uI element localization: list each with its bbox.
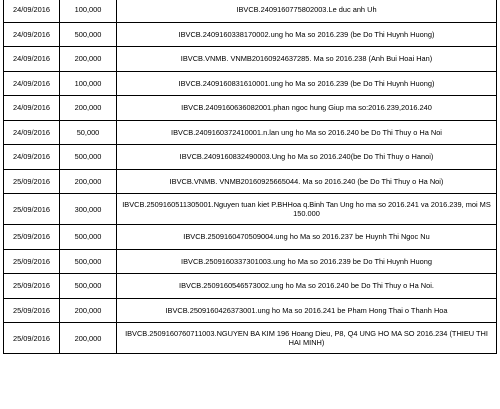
table-row — [4, 249, 497, 274]
table-row — [4, 47, 497, 72]
table-row — [4, 96, 497, 121]
amount-cell: 300,000 — [60, 194, 117, 225]
date-cell: 24/09/2016 — [4, 145, 60, 170]
date-cell: 24/09/2016 — [4, 22, 60, 47]
amount-cell: 100,000 — [60, 71, 117, 96]
date-cell: 25/09/2016 — [4, 323, 60, 354]
date-cell: 25/09/2016 — [4, 249, 60, 274]
date-cell: 24/09/2016 — [4, 120, 60, 145]
table-row — [4, 120, 497, 145]
description-cell: IBVCB.2409160775802003.Le duc anh Uh — [117, 0, 497, 22]
description-cell: IBVCB.VNMB. VNMB20160924637285. Ma so 2016.238 (Anh Bui Hoai Han) — [117, 47, 497, 72]
table-row — [4, 22, 497, 47]
amount-cell: 200,000 — [60, 298, 117, 323]
amount-cell: 500,000 — [60, 22, 117, 47]
table-row — [4, 0, 497, 22]
description-cell: IBVCB.2509160511305001.Nguyen tuan kiet P.BHHoa q.Binh Tan Ung ho ma so 2016.241 va 2016.239, moi MS 150.000 — [117, 194, 497, 225]
amount-cell: 500,000 — [60, 145, 117, 170]
amount-cell: 200,000 — [60, 323, 117, 354]
amount-cell: 500,000 — [60, 249, 117, 274]
date-cell: 24/09/2016 — [4, 96, 60, 121]
transaction-table-body — [4, 0, 497, 354]
date-cell: 25/09/2016 — [4, 274, 60, 299]
date-cell: 24/09/2016 — [4, 47, 60, 72]
table-row — [4, 225, 497, 250]
amount-cell: 500,000 — [60, 274, 117, 299]
transaction-table — [3, 0, 497, 354]
table-row — [4, 274, 497, 299]
table-row — [4, 145, 497, 170]
description-cell: IBVCB.2509160426373001.ung ho Ma so 2016.241 be Pham Hong Thai o Thanh Hoa — [117, 298, 497, 323]
table-row — [4, 71, 497, 96]
description-cell: IBVCB.2409160832490003.Ung ho Ma so 2016.240(be Do Thi Thuy o Hanoi) — [117, 145, 497, 170]
description-cell: IBVCB.2409160831610001.ung ho Ma so 2016.239 (be Do Thi Huynh Huong) — [117, 71, 497, 96]
description-cell: IBVCB.2409160338170002.ung ho Ma so 2016.239 (be Do Thi Huynh Huong) — [117, 22, 497, 47]
table-row — [4, 323, 497, 354]
date-cell: 25/09/2016 — [4, 225, 60, 250]
date-cell: 25/09/2016 — [4, 194, 60, 225]
description-cell: IBVCB.2509160760711003.NGUYEN BA KIM 196 Hoang Dieu, P8, Q4 UNG HO MA SO 2016.234 (THIEU THI HAI MINH) — [117, 323, 497, 354]
description-cell: IBVCB.2409160372410001.n.lan ung ho Ma so 2016.240 be Do Thi Thuy o Ha Noi — [117, 120, 497, 145]
table-row — [4, 169, 497, 194]
table-row — [4, 298, 497, 323]
amount-cell: 100,000 — [60, 0, 117, 22]
date-cell: 24/09/2016 — [4, 71, 60, 96]
amount-cell: 200,000 — [60, 47, 117, 72]
description-cell: IBVCB.2509160470509004.ung ho Ma so 2016.237 be Huynh Thi Ngoc Nu — [117, 225, 497, 250]
date-cell: 25/09/2016 — [4, 298, 60, 323]
description-cell: IBVCB.2509160546573002.ung ho Ma so 2016.240 be Do Thi Thuy o Ha Noi. — [117, 274, 497, 299]
date-cell: 25/09/2016 — [4, 169, 60, 194]
amount-cell: 200,000 — [60, 169, 117, 194]
description-cell: IBVCB.VNMB. VNMB20160925665044. Ma so 2016.240 (be Do Thi Thuy o Ha Noi) — [117, 169, 497, 194]
amount-cell: 50,000 — [60, 120, 117, 145]
description-cell: IBVCB.2409160636082001.phan ngoc hung Giup ma so:2016.239,2016.240 — [117, 96, 497, 121]
amount-cell: 200,000 — [60, 96, 117, 121]
description-cell: IBVCB.2509160337301003.ung ho Ma so 2016.239 be Do Thi Huynh Huong — [117, 249, 497, 274]
date-cell: 24/09/2016 — [4, 0, 60, 22]
table-row — [4, 194, 497, 225]
amount-cell: 500,000 — [60, 225, 117, 250]
